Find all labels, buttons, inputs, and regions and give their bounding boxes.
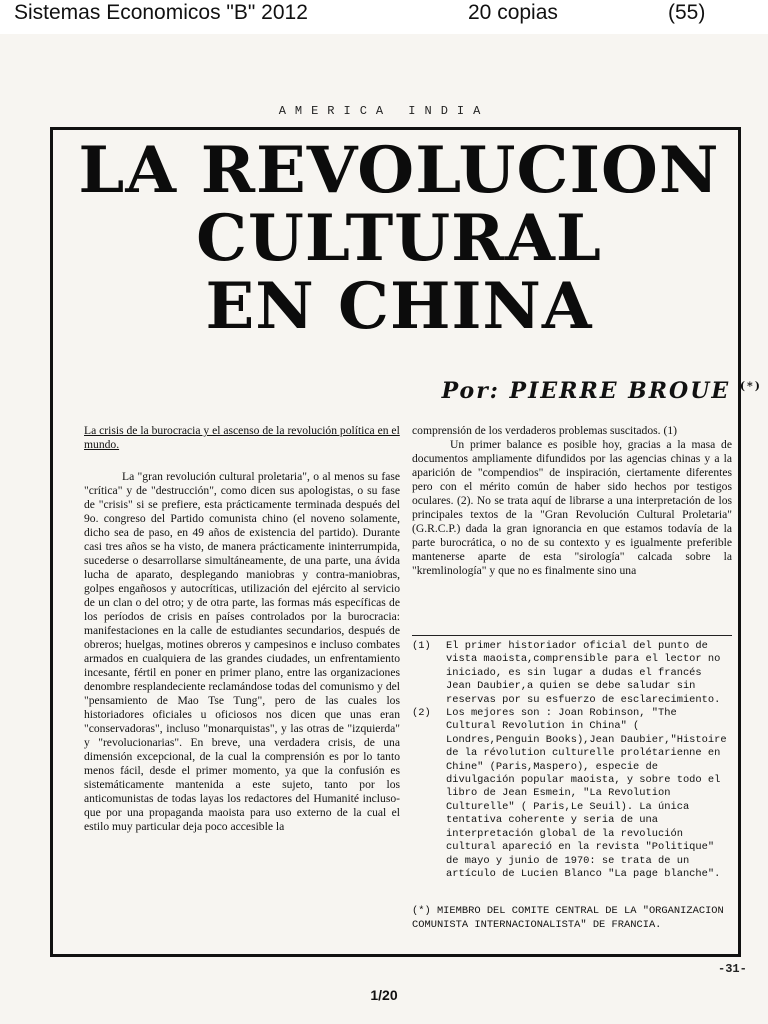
print-header xyxy=(0,0,768,34)
footnotes xyxy=(412,640,732,881)
footnote-divider xyxy=(412,635,732,636)
right-paragraph: Un primer balance es posible hoy, gracias a la masa de documentos ampliamente difundidos por las agencias chinas y a la aparición de "compendios" de inspiración, ciertamente diferentes pero con el mérito común de haber sido hechos por testigos oculares. (2). No se trata aquí de librarse a una interpretación de los principales textos de la "Gran Revolución Cultural Proletaria"(G.R.C.P.) dada la gran ignorancia en que estamos todavía de la parte burocrática, o no de su contexto y es igualmente preferible mantenerse aparte de esta "sirología" calcada sobre la "kremlinología" y que no es finalmente sino una xyxy=(412,438,732,577)
right-continuation: comprensión de los verdaderos problemas suscitados. (1) xyxy=(412,424,677,437)
author-note: (*) MIEMBRO DEL COMITE CENTRAL DE LA "ORGANIZACION COMUNISTA INTERNACIONALISTA" DE FRANCIA. xyxy=(412,905,724,931)
headline-line-1: LA REVOLUCION xyxy=(78,133,720,208)
page-number: -31- xyxy=(718,962,747,976)
byline-footnote-mark: (*) xyxy=(739,379,762,393)
footnote-mark: (1) xyxy=(412,640,431,652)
byline-author: Por: PIERRE BROUE xyxy=(441,378,731,404)
page-counter: 1/20 xyxy=(370,987,398,1003)
left-paragraph: La "gran revolución cultural proletaria", o al menos su fase "crítica" y de "destrucción", como dicen sus apologistas, o su fase de "crisis" si se prefiere, esta prácticamente terminada después del 9o. congreso del Partido comunista chino (el noveno solamente, dicho sea de paso, en 49 años de existencia del partido). Durante casi tres años se ha visto, de manera prácticamente ininterrumpida, sucederse o desarrollarse simultáneamente, de una parte, una ávida lucha de aparato, desplegando maniobras y contra-maniobras, golpes engañosos y autocríticas, utilización del ejército al servicio de un clan o del otro; y de otra parte, las formas más específicas de los períodos de crisis en países controlados por la burocracia: manifestaciones en la calle de estudiantes secundarios, después de obreros; huelgas, motines obreros y campesinos e incluso combates armados en cualquiera de las grandes ciudades, un enfrentamiento incesante, fértil en poner en primer plano, entre las organizaciones denombre resplandeciente reclamándose todas del comunismo y del "pensamiento de Mao Tse Tung", pero de las cuales los historiadores oficiales u oficiosos nos dicen que unas eran "conservadoras", incluso "monarquistas", y las otras de "izquierda" y "revolucionarias". En breve, una verdadera crisis, de una dimensión excepcional, de la cual la comprensión es por lo tanto menos fácil, desde el primer momento, ya que la confusión es sistemáticamente mantenida a este sujeto, tanto por los anticomunistas de todas layas los redactores del Humanité incluso-que por una propaganda maoista para uso externo de la cual el estilo muy particular deja poco accesible la xyxy=(84,470,400,833)
footnote xyxy=(412,707,732,881)
header-number: (55) xyxy=(668,1,706,24)
byline xyxy=(0,378,762,404)
left-column xyxy=(84,424,400,834)
header-copies: 20 copias xyxy=(468,1,558,24)
header-title: Sistemas Economicos "B" 2012 xyxy=(14,1,308,24)
magazine-name: AMERICA INDIA xyxy=(278,104,490,118)
footnote xyxy=(412,640,732,707)
footnote-mark: (2) xyxy=(412,707,431,720)
headline xyxy=(54,133,744,344)
headline-line-2: CULTURAL xyxy=(196,201,602,276)
footnote-text: El primer historiador oficial del punto de vista maoista,comprensible para el lector no iniciado, es sin lugar a dudas el francés Jean Daubier,a quien se debe saludar sin reservas por su esfuerzo de esclarecimiento. xyxy=(446,640,721,706)
headline-line-3: EN CHINA xyxy=(205,269,593,344)
footnote-text: Los mejores son : Joan Robinson, "The Cultural Revolution in China" ( Londres,Penguin Books),Jean Daubier,"Histoire de la révolution culturelle prolétarienne en Chine" (Paris,Maspero), especie de divulgación popular maoista, y sobre todo el libro de Jean Esmein, "La Revolution Culturelle" ( Paris,Le Seuil). La única tentativa coherente y seria de una interpretación global de la revolución cultural apareció en la revista "Politique" de mayo y junio de 1970: se trata de un artículo de Lucien Blanco "La page blanche". xyxy=(446,707,727,880)
section-title: La crisis de la burocracia y el ascenso de la revolución política en el mundo. xyxy=(84,424,400,451)
right-column xyxy=(412,424,732,578)
